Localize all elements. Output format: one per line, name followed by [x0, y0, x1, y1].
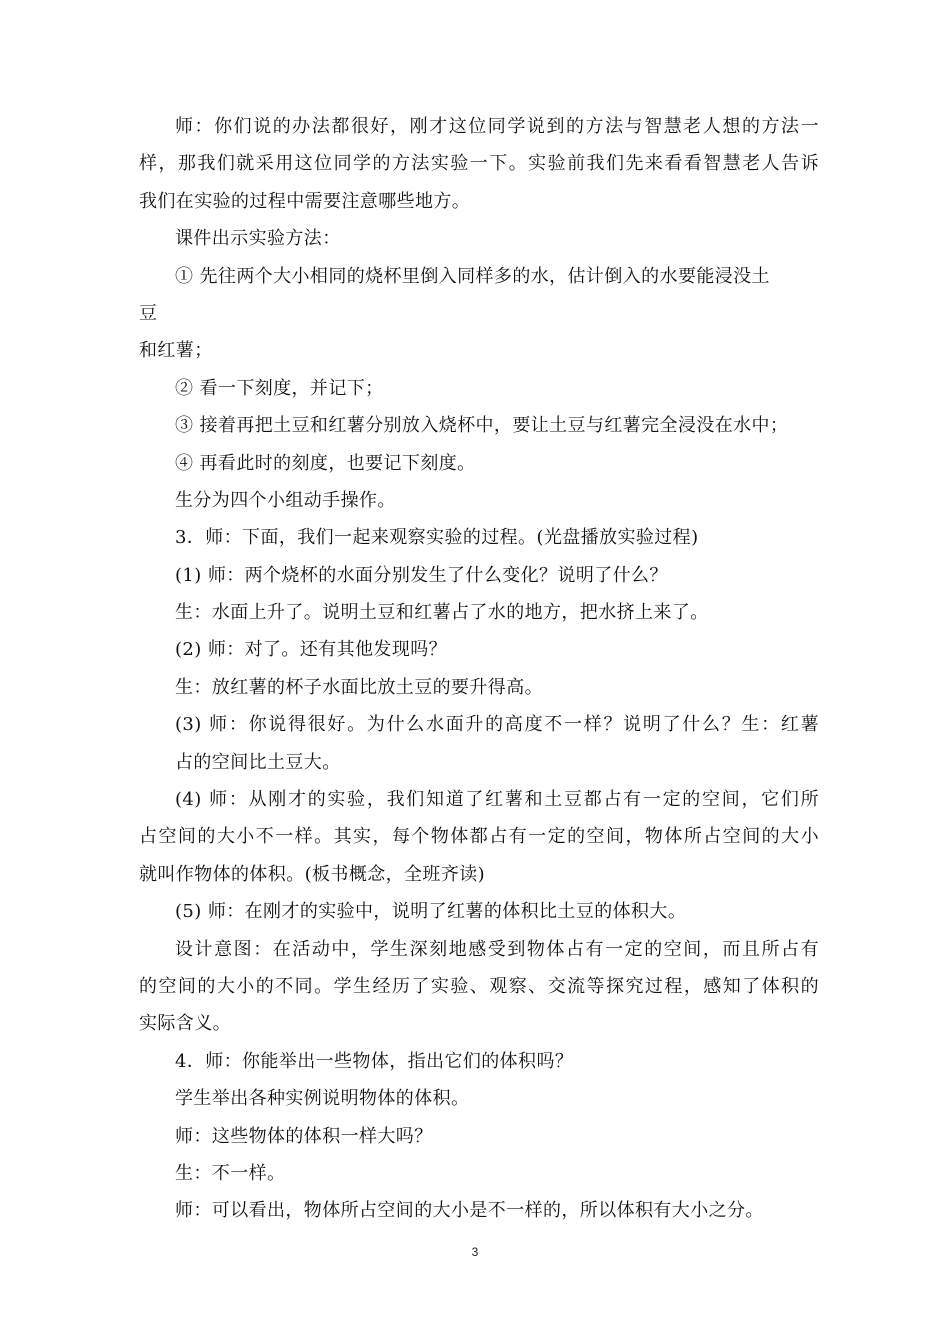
- text-line: 3．师：下面，我们一起来观察实验的过程。(光盘播放实验过程): [175, 527, 699, 549]
- text-line: 占空间的大小不一样。其实，每个物体都占有一定的空间，物体所占空间的大小: [139, 826, 819, 848]
- text-line: 和红薯；: [139, 340, 213, 362]
- text-line: (4) 师：从刚才的实验，我们知道了红薯和土豆都占有一定的空间，它们所: [175, 789, 819, 811]
- text-line: 师：你们说的办法都很好，刚才这位同学说到的方法与智慧老人想的方法一: [175, 116, 819, 137]
- text-line: 实际含义。: [139, 1013, 231, 1035]
- text-line: 生：不一样。: [175, 1162, 286, 1184]
- text-line: (2) 师：对了。还有其他发现吗？: [175, 639, 448, 661]
- text-line: 我们在实验的过程中需要注意哪些地方。: [139, 190, 471, 212]
- text-line: ③ 接着再把土豆和红薯分别放入烧杯中，要让土豆与红薯完全浸没在水中；: [175, 415, 789, 437]
- text-line: 生：水面上升了。说明土豆和红薯占了水的地方，把水挤上来了。: [175, 602, 709, 624]
- text-line: 生分为四个小组动手操作。: [175, 489, 396, 511]
- text-line: (3) 师：你说得很好。为什么水面升的高度不一样？说明了什么？生：红薯: [175, 714, 819, 736]
- text-line: 设计意图：在活动中，学生深刻地感受到物体占有一定的空间，而且所占有: [175, 938, 819, 960]
- text-line: 的空间的大小的不同。学生经历了实验、观察、交流等探究过程，感知了体积的: [139, 975, 819, 997]
- text-line: 学生举出各种实例说明物体的体积。: [175, 1088, 470, 1110]
- text-line: 占的空间比土豆大。: [175, 751, 341, 773]
- text-line: 师：这些物体的体积一样大吗？: [175, 1125, 433, 1147]
- text-line: 师：可以看出，物体所占空间的大小是不一样的，所以体积有大小之分。: [175, 1200, 764, 1222]
- text-line: 课件出示实验方法：: [175, 228, 341, 250]
- text-line: ② 看一下刻度，并记下；: [175, 377, 384, 399]
- text-line: 豆: [139, 302, 158, 324]
- text-line: 就叫作物体的体积。(板书概念，全班齐读): [139, 863, 486, 885]
- text-line: 生：放红薯的杯子水面比放土豆的要升得高。: [175, 676, 543, 698]
- text-line: 4．师：你能举出一些物体，指出它们的体积吗？: [175, 1050, 574, 1072]
- document-body: [139, 108, 819, 1230]
- text-line: (1) 师：两个烧杯的水面分别发生了什么变化？说明了什么？: [175, 564, 668, 586]
- text-line: (5) 师：在刚才的实验中，说明了红薯的体积比土豆的体积大。: [175, 901, 687, 923]
- page-number: 3: [471, 1245, 479, 1259]
- text-line: ① 先往两个大小相同的烧杯里倒入同样多的水，估计倒入的水要能浸没土: [175, 265, 770, 287]
- text-line: 样，那我们就采用这位同学的方法实验一下。实验前我们先来看看智慧老人告诉: [139, 153, 819, 175]
- text-line: ④ 再看此时的刻度，也要记下刻度。: [175, 452, 476, 474]
